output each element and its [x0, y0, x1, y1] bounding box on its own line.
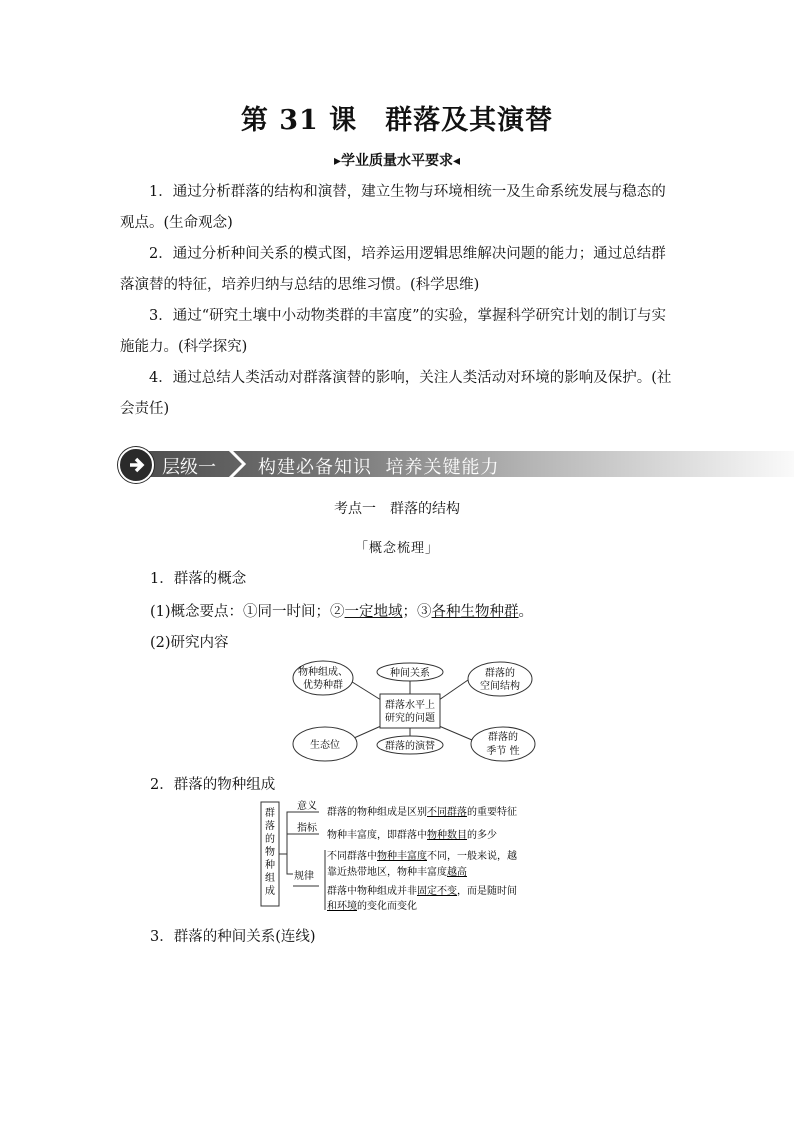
requirement-item: 3．通过“研究土壤中小动物类群的丰富度”的实验，掌握科学研究计划的制订与实施能力。(科学探究)	[120, 308, 667, 355]
item1-concept-line: (1)概念要点：①同一时间；②一定地域；③各种生物种群。	[150, 604, 534, 620]
svg-text:落: 落	[265, 821, 275, 832]
requirements-heading: ▸学业质量水平要求◂	[333, 153, 461, 169]
label-index: 指标	[297, 823, 317, 834]
requirement-item: 4．通过总结人类活动对群落演替的影响，关注人类活动对环境的影响及保护。(社会责任)	[120, 370, 672, 417]
requirement-item: 1．通过分析群落的结构和演替，建立生物与环境相统一及生命系统发展与稳态的观点。(生命观念)	[120, 184, 666, 231]
mindmap-center-text: 群落水平上	[385, 700, 435, 711]
mindmap-node-text: 生态位	[310, 740, 340, 751]
label-rule: 规律	[294, 871, 314, 882]
item1-sub2: (2)研究内容	[150, 635, 229, 651]
mindmap-center-text: 研究的问题	[385, 713, 435, 724]
item2-heading: 2．群落的物种组成	[150, 777, 276, 793]
mindmap-node-text: 种间关系	[390, 668, 430, 679]
diagram-line: 群落的物种组成是区别不同群落的重要特征	[327, 807, 517, 818]
mindmap-node-text: 群落的	[485, 668, 515, 679]
level-banner	[118, 447, 794, 481]
arrow-circle-icon	[118, 447, 154, 483]
chevron-right-icon	[226, 450, 252, 478]
item1-heading: 1．群落的概念	[150, 571, 247, 587]
mindmap-node-text: 物种组成、	[298, 667, 348, 678]
section-title: 考点一 群落的结构	[334, 501, 460, 517]
svg-text:种: 种	[265, 860, 275, 871]
svg-text:物: 物	[265, 847, 275, 858]
svg-text:群: 群	[265, 808, 275, 819]
mindmap-node-text: 空间结构	[480, 681, 520, 692]
label-meaning: 意义	[297, 801, 317, 812]
requirements-list	[120, 177, 680, 425]
diagram-line: 靠近热带地区，物种丰富度越高	[327, 867, 467, 878]
answer-blank: 一定地域	[344, 604, 403, 620]
svg-text:的: 的	[265, 834, 275, 845]
diagram-line: 物种丰富度，即群落中物种数目的多少	[327, 830, 497, 841]
mindmap-node-text: 优势种群	[303, 680, 343, 691]
species-composition-diagram	[255, 798, 575, 916]
page-title: 第 31 课 群落及其演替	[240, 105, 554, 136]
mindmap-node-text: 群落的演替	[385, 741, 435, 752]
mindmap-node-text: 群落的	[488, 732, 518, 743]
banner-text: 构建必备知识 培养关键能力	[258, 457, 500, 478]
svg-text:成: 成	[265, 886, 275, 897]
diagram-line: 群落中物种组成并非固定不变，而是随时间	[327, 886, 517, 897]
concept-tag: 「概念梳理」	[354, 541, 439, 556]
requirement-item: 2．通过分析种间关系的模式图，培养运用逻辑思维解决问题的能力；通过总结群落演替的特征，培养归纳与总结的思维习惯。(科学思维)	[120, 246, 666, 293]
item3-heading: 3．群落的种间关系(连线)	[150, 929, 316, 945]
diagram-line: 和环境的变化而变化	[327, 901, 417, 912]
svg-text:组: 组	[265, 873, 275, 884]
research-mindmap	[285, 658, 545, 764]
banner-level: 层级一	[162, 457, 216, 478]
diagram-line: 不同群落中物种丰富度不同，一般来说，越	[327, 851, 517, 862]
mindmap-node-text: 季节 性	[486, 746, 520, 757]
answer-blank: 各种生物种群	[431, 604, 519, 620]
